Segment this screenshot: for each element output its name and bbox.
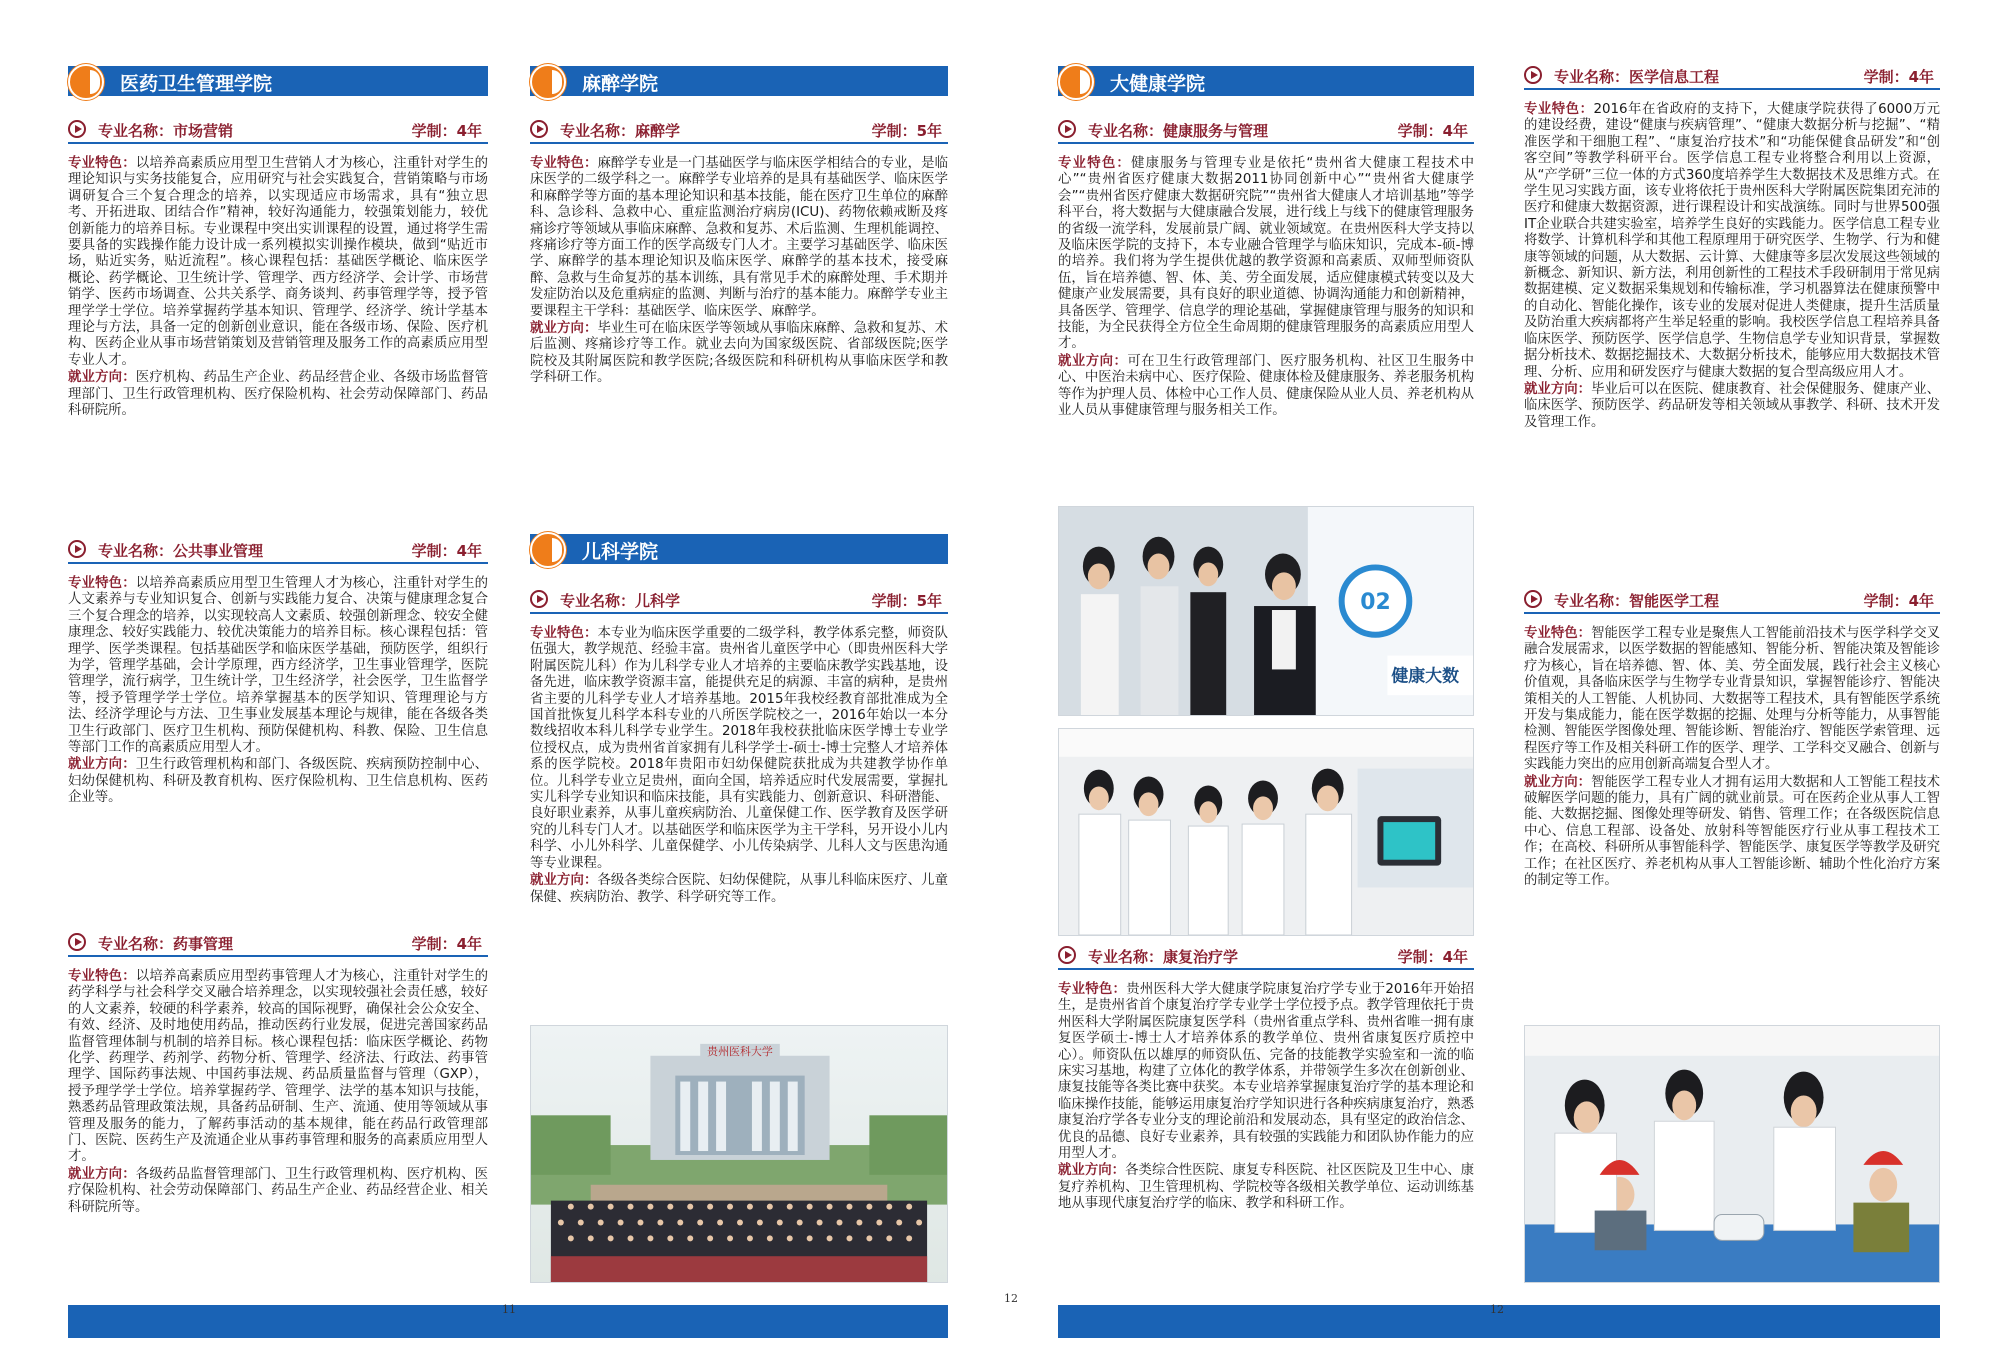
play-icon xyxy=(1058,946,1076,964)
orange-circle-icon xyxy=(530,64,566,100)
graduation-photo xyxy=(530,1025,948,1283)
major-name: 专业名称：健康服务与管理 xyxy=(1088,122,1269,140)
college-title: 大健康学院 xyxy=(1110,73,1206,95)
play-icon xyxy=(1058,120,1076,138)
photo-sign: 贵州医科大学 xyxy=(707,1044,773,1058)
major-direction: 就业方向：各类综合性医院、康复专科医院、社区医院及卫生中心、康复疗养机构、卫生管理机构、学院校等各级相关教学单位、运动训练基地从事现代康复治疗学的临床、教学和科研工作。 xyxy=(1058,1163,1475,1212)
college-header xyxy=(530,534,948,564)
orange-circle-icon xyxy=(1058,64,1094,100)
major-direction: 就业方向：各级各类综合医院、妇幼保健院，从事儿科临床医疗、儿童保健、疾病防治、教学、科学研究等工作。 xyxy=(530,873,949,905)
photo-sign: 健康大数 xyxy=(1391,665,1459,686)
major-feature: 专业特色：健康服务与管理专业是依托“贵州省大健康工程技术中心”“贵州省医疗健康大数据2011协同创新中心”“贵州省大健康学会”“贵州省医疗健康大数据研究院”“贵州省大健康人才培训基地”等学科平台，将大数据与大健康融合发展，进行线上与线下的健康管理服务的省级一流学科，发展前景广阔、就业领域宽。在贵州医科大学支持以及临床医学院的支持下，本专业融合管理学与临床知识，完成本-硕-博的培养。我们将为学生提供优越的教学资源和高素质、双师型师资队伍，旨在培养德、智、体、美、劳全面发展，适应健康模式转变以及大健康产业发展需要，具有良好的职业道德、协调沟通能力和创新精神，具备医学、管理学、信息学的理论基础，掌握健康管理与服务的知识和技能，为全民获得全方位全生命周期的健康管理服务的高素质应用型人才。 xyxy=(1058,156,1474,352)
major-section xyxy=(1524,590,1940,891)
play-icon xyxy=(1524,66,1542,84)
big-data-exhibit-photo xyxy=(1058,506,1474,716)
major-direction: 就业方向：各级药品监督管理部门、卫生行政管理机构、医疗机构、医疗保险机构、社会劳动保障部门、药品生产企业、药品经营企业、相关科研院所等。 xyxy=(68,1166,489,1215)
major-feature: 专业特色：贵州医科大学大健康学院康复治疗学专业于2016年开始招生，是贵州省首个康复治疗学专业学士学位授予点。教学管理依托于贵州医科大学附属医院康复医学科（贵州省重点学科、贵州省唯一拥有康复医学硕士-博士人才培养体系的教学单位、贵州省康复医疗质控中心）。师资队伍以雄厚的师资队伍、完备的技能教学实验室和一流的临床实习基地，构建了立体化的教学体系，并带领学生多次在创新创业、康复技能等各类比赛中获奖。本专业培养掌握康复治疗学的基本理论和临床操作技能，能够运用康复治疗学知识进行各种疾病康复治疗，熟悉康复治疗学各专业分支的理论前沿和发展动态，具有坚定的政治信念、优良的品德、良好专业素养，具有较强的实践能力和团队协作能力的应用型人才。 xyxy=(1058,982,1475,1162)
college-header xyxy=(530,66,948,96)
page-number-left: 11 xyxy=(502,1303,516,1316)
svg-text:02: 02 xyxy=(1360,590,1391,616)
major-duration: 学制：4年 xyxy=(1863,68,1934,86)
major-direction: 就业方向：可在卫生行政管理部门、医疗服务机构、社区卫生服务中心、中医治未病中心、医疗保险、健康体检及健康服务、养老服务机构等作为护理人员、体检中心工作人员、健康保险从业人员、养老机构从业人员从事健康管理与服务相关工作。 xyxy=(1058,353,1475,419)
major-name: 专业名称：医学信息工程 xyxy=(1554,68,1720,86)
major-section xyxy=(1058,946,1474,1214)
play-icon xyxy=(68,933,86,951)
page-number-center: 12 xyxy=(1004,1292,1018,1305)
orange-circle-icon xyxy=(68,64,104,100)
rehabilitation-practice-photo xyxy=(1524,1025,1940,1283)
major-feature: 专业特色：智能医学工程专业是聚焦人工智能前沿技术与医学科学交叉融合发展需求，以医学数据的智能感知、智能分析、智能决策及智能诊疗为核心，旨在培养德、智、体、美、劳全面发展，践行社会主义核心价值观，具备临床医学与生物学专业背景知识，掌握智能诊疗、智能决策相关的人工智能、人机协同、大数据等工程技术，具有智能医学系统开发与集成能力，能在医学数据的挖掘、处理与分析等能力，从事智能检测、智能医学图像处理、智能诊断、智能治疗、智能医学索管理、远程医疗等工作及相关科研工作的医学、理学、工学科交叉融合、创新与实践能力突出的应用创新高端复合型人才。 xyxy=(1524,626,1941,773)
orange-circle-icon xyxy=(530,532,566,568)
major-duration: 学制：4年 xyxy=(1397,122,1468,140)
major-direction: 就业方向：卫生行政管理机构和部门、各级医院、疾病预防控制中心、妇幼保健机构、科研及教育机构、医疗保险机构、卫生信息机构、医药企业等。 xyxy=(68,757,489,806)
college-title: 儿科学院 xyxy=(582,541,659,563)
major-feature: 专业特色：麻醉学专业是一门基础医学与临床医学相结合的专业，是临床医学的二级学科之一。麻醉学专业培养的是具有基础医学、临床医学和麻醉学等方面的基本理论知识和基本技能，能在医疗卫生单位的麻醉科、急诊科、急救中心、重症监测治疗病房(ICU)、药物依赖戒断及疼痛诊疗等领域从事临床麻醉、急救和复苏、术后监测、生理机能调控、疼痛诊疗等方面工作的医学高级专门人才。主要学习基础医学、临床医学、麻醉学的基本理论知识及临床医学、麻醉学的基本技术，接受麻醉、急救与生命复苏的基本训练，具有常见手术的麻醉处理、手术期并发症防治以及危重病症的监测、判断与治疗的基本能力。麻醉学专业主要课程主干学科：基础医学、临床医学、麻醉学。 xyxy=(530,156,949,319)
major-direction: 就业方向：毕业后可以在医院、健康教育、社会保健服务、健康产业、临床医学、预防医学、药品研发等相关领域从事教学、科研、技术开发及管理工作。 xyxy=(1524,381,1941,430)
major-duration: 学制：4年 xyxy=(411,122,482,140)
college-header xyxy=(1058,66,1474,96)
major-feature: 专业特色：以培养高素质应用型药事管理人才为核心，注重针对学生的药学科学与社会科学交叉融合培养理念，以实现较强社会责任感，较好的人文素养，较硬的科学素养，较高的国际视野，确保社会公众安全、有效、经济、及时地使用药品，推动医药行业发展，促进完善国家药品监督管理体制与机制的培养目标。核心课程包括：临床医学概论、药物化学、药理学、药剂学、药物分析、管理学、经济法、行政法、药事管理学、国际药事法规、中国药事法规、药品质量监督与管理（GXP），授予理学学士学位。培养掌握药学、管理学、法学的基本知识与技能，熟悉药品管理政策法规，具备药品研制、生产、流通、使用等领域从事管理及服务的能力，了解药事活动的基本规律，能在药品行政管理部门、医院、医药生产及流通企业从事药事管理和服务的高素质应用型人才。 xyxy=(68,969,489,1165)
major-feature: 专业特色：以培养高素质应用型卫生管理人才为核心，注重针对学生的人文素养与专业知识复合、创新与实践能力复合、决策与健康理念复合三个复合理念的培养，以实现较高人文素质、较强创新理念、较安全健康理念、较好实践能力、较优决策能力的培养目标。核心课程包括：管理学、医学类课程。包括基础医学和临床医学基础，预防医学，组织行为学，管理学基础，会计学原理，西方经济学，卫生事业管理学，医院管理学，流行病学，卫生统计学，卫生经济学，社会医学，卫生监督学等，授予管理学学士学位。培养掌握基本的医学知识、管理理论与方法、经济学理论与方法、卫生事业发展基本理论与规律，能在各级各类卫生行政部门、医疗卫生机构、预防保健机构、科教、保险、卫生信息等部门工作的高素质应用型人才。 xyxy=(68,576,489,756)
play-icon xyxy=(530,120,548,138)
major-direction: 就业方向：智能医学工程专业人才拥有运用大数据和人工智能工程技术破解医学问题的能力，具有广阔的就业前景。可在医药企业从事人工智能、大数据挖掘、图像处理等研发、销售、管理工作；在各级医院信息中心、信息工程部、设备处、放射科等智能医疗行业从事工程技术工作；在高校、科研所从事智能科学、智能医学、康复医学等教学及研究工作；在社区医疗、养老机构从事人工智能诊断、辅助个性化治疗方案的制定等工作。 xyxy=(1524,774,1941,889)
major-feature: 专业特色：2016年在省政府的支持下，大健康学院获得了6000万元的建设经费，建设“健康与疾病管理”、“健康大数据分析与挖掘”、“精准医学和干细胞工程”、“康复治疗技术”和“功能保健食品研发”和“创客空间”等教学科研平台。医学信息工程专业将整合利用以上资源，从“产学研”三位一体的方式360度培养学生大数据技术及思维方式。在学生见习实践方面，该专业将依托于贵州医科大学附属医院集团充沛的医疗和健康大数据资源，进行课程设计和实战演练。同时与世界500强IT企业联合共建实验室，培养学生良好的实践能力。医学信息工程专业将数学、计算机科学和其他工程原理用于研究医学、生物学、行为和健康等领域的问题，从大数据、云计算、大健康等多层次发展这些领域的新概念、新知识、新方法，利用创新性的工程技术手段研制用于常见病数据建模、定义数据采集规划和传输标准，学习机器算法在健康预警中的自动化、智能化操作，该专业的发展对促进人类健康，提升生活质量及防治重大疾病都将产生举足轻重的影响。我校医学信息工程培养具备临床医学、预防医学、医学信息学、生物信息学专业知识背景，掌握数据分析技术、数据挖掘技术、大数据分析技术，能够应用大数据技术管理、分析、应用和研发医疗与健康大数据的复合型高级应用人才。 xyxy=(1524,102,1940,380)
major-duration: 学制：4年 xyxy=(1397,948,1468,966)
major-section xyxy=(1058,120,1474,421)
college-header xyxy=(68,66,488,96)
major-feature: 专业特色：以培养高素质应用型卫生营销人才为核心，注重针对学生的理论知识与实务技能复合，应用研究与社会实践复合，营销策略与市场调研复合三个复合理念的培养，以实现适应市场需求，具有“独立思考、开拓进取、团结合作”精神，较好沟通能力，较强策划能力，较优创新能力的培养目标。专业课程中突出实训课程的设置，通过将学生需要具备的实践操作能力设计成一系列模拟实训操作模块，做到“贴近市场，贴近实务，贴近流程”。核心课程包括：基础医学概论、临床医学概论、药学概论、卫生统计学、管理学、西方经济学、会计学、市场营销学、医药市场调查、公共关系学、商务谈判、药事管理学等，授予管理学学士学位。培养掌握药学基本知识、管理学、经济学、统计学基本理论与方法，具备一定的创新创业意识，能在各级市场、保险、医疗机构、医药企业从事市场营销策划及营销管理及服务工作的高素质应用型专业人才。 xyxy=(68,156,489,368)
major-name: 专业名称：市场营销 xyxy=(98,122,234,140)
major-name: 专业名称：康复治疗学 xyxy=(1088,948,1239,966)
play-icon xyxy=(68,540,86,558)
college-title: 麻醉学院 xyxy=(582,73,659,95)
major-section xyxy=(530,120,948,388)
major-name: 专业名称：公共事业管理 xyxy=(98,542,264,560)
play-icon xyxy=(1524,590,1542,608)
major-section xyxy=(530,590,948,907)
major-duration: 学制：5年 xyxy=(871,122,942,140)
college-title: 医药卫生管理学院 xyxy=(120,73,273,95)
major-section xyxy=(68,540,488,808)
major-section xyxy=(68,120,488,421)
lab-training-photo xyxy=(1058,728,1474,936)
major-duration: 学制：4年 xyxy=(411,935,482,953)
major-direction: 就业方向：医疗机构、药品生产企业、药品经营企业、各级市场监督管理部门、卫生行政管理机构、医疗保险机构、社会劳动保障部门、药品科研院所。 xyxy=(68,370,489,419)
major-feature: 专业特色：本专业为临床医学重要的二级学科，教学体系完整，师资队伍强大，教学规范、经验丰富。贵州省儿童医学中心（即贵州医科大学附属医院儿科）作为儿科学专业人才培养的主要临床教学实践基地，设备先进，临床教学资源丰富，能提供充足的病源、丰富的病种，是贵州省主要的儿科学专业人才培养基地。2015年我校经教育部批准成为全国首批恢复儿科学本科专业的八所医学院校之一，2016年始以一本分数线招收本科儿科学专业学生。2018年我校获批临床医学博士专业学位授权点，成为贵州省首家拥有儿科学学士-硕士-博士完整人才培养体系的医学院校。2018年贵阳市妇幼保健院获批成为共建教学协作单位。儿科学专业立足贵州，面向全国，培养适应时代发展需要，掌握扎实儿科学专业知识和临床技能，具有实践能力、创新意识、科研潜能、良好职业素养，从事儿童疾病防治、儿童保健工作、医学教育及医学研究的儿科专门人才。以基础医学和临床医学为主干学科，另开设小儿内科学、小儿外科学、儿童保健学、小儿传染病学、儿科人文与医患沟通等专业课程。 xyxy=(530,626,949,871)
major-name: 专业名称：智能医学工程 xyxy=(1554,592,1720,610)
page-number-right: 12 xyxy=(1490,1303,1504,1316)
major-name: 专业名称：麻醉学 xyxy=(560,122,681,140)
major-direction: 就业方向：毕业生可在临床医学等领域从事临床麻醉、急救和复苏、术后监测、疼痛诊疗等工作。就业去向为国家级医院、省部级医院;医学院校及其附属医院和教学医院;各级医院和科研机构从事临床医学和教学科研工作。 xyxy=(530,321,949,386)
major-section xyxy=(68,933,488,1217)
major-duration: 学制：5年 xyxy=(871,592,942,610)
major-name: 专业名称：药事管理 xyxy=(98,935,234,953)
major-duration: 学制：4年 xyxy=(1863,592,1934,610)
major-section xyxy=(1524,66,1940,432)
major-duration: 学制：4年 xyxy=(411,542,482,560)
play-icon xyxy=(68,120,86,138)
play-icon xyxy=(530,590,548,608)
major-name: 专业名称：儿科学 xyxy=(560,592,681,610)
